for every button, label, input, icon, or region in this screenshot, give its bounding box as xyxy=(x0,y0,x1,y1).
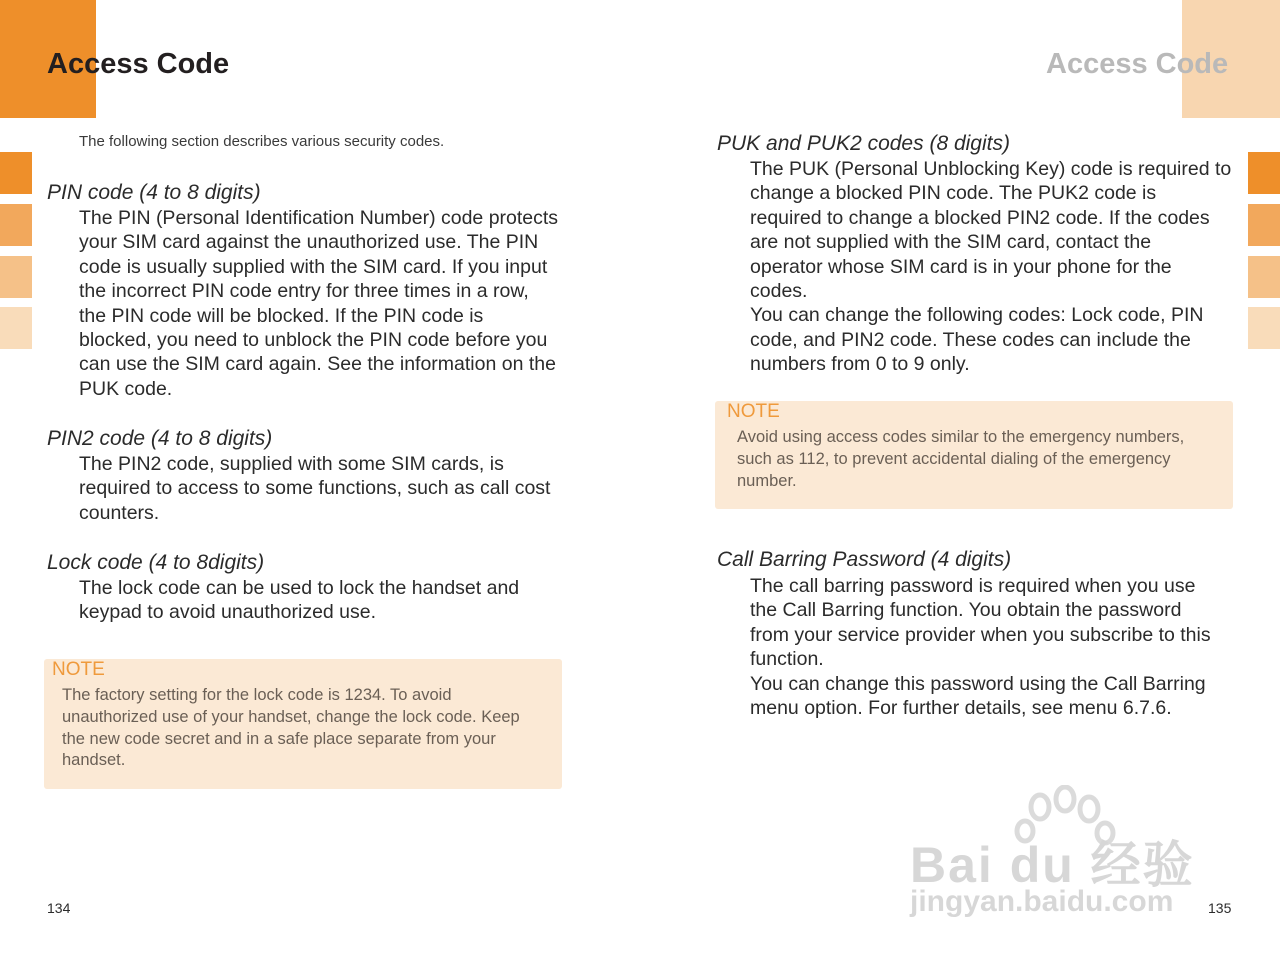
puk-line: numbers from 0 to 9 only. xyxy=(750,353,970,376)
puk-line: The PUK (Personal Unblocking Key) code is required to xyxy=(750,158,1232,180)
pin-heading: PIN code (4 to 8 digits) xyxy=(47,181,261,204)
watermark-brand: Bai du 经验 xyxy=(910,837,1195,893)
side-tab-left-3 xyxy=(0,256,32,298)
puk-line: required to change a blocked PIN2 code. If the codes xyxy=(750,206,1210,229)
side-tab-right-3 xyxy=(1248,256,1280,298)
lock-line: The lock code can be used to lock the handset and xyxy=(79,577,520,599)
lock-body xyxy=(79,576,519,625)
barring-line: the Call Barring function. You obtain the password xyxy=(750,599,1182,622)
note-line: handset. xyxy=(62,751,126,770)
baidu-watermark xyxy=(905,785,1205,925)
barring-heading: Call Barring Password (4 digits) xyxy=(717,548,1012,571)
pin-line: the incorrect PIN code entry for three times in a row, xyxy=(79,280,529,303)
pin-line: the PIN code will be blocked. If the PIN code is xyxy=(79,304,484,327)
note-label: NOTE xyxy=(52,659,105,680)
note-line: unauthorized use of your handset, change the lock code. Keep xyxy=(62,707,520,726)
side-tab-right-4 xyxy=(1248,307,1280,349)
barring-line: menu option. For further details, see menu 6.7.6. xyxy=(750,697,1172,720)
pin-line: can use the SIM card again. See the information on the xyxy=(79,353,556,376)
barring-line: You can change this password using the Call Barring xyxy=(750,672,1206,695)
puk-line: codes. xyxy=(750,280,808,303)
watermark-url: jingyan.baidu.com xyxy=(910,885,1174,918)
pin2-heading: PIN2 code (4 to 8 digits) xyxy=(47,427,273,450)
side-tab-right-1 xyxy=(1248,152,1280,194)
page-number-right: 135 xyxy=(1208,900,1232,916)
page-number-left: 134 xyxy=(47,900,71,916)
lock-line: keypad to avoid unauthorized use. xyxy=(79,601,377,624)
pin-line: blocked, you need to unblock the PIN code before you xyxy=(79,329,548,352)
barring-body xyxy=(750,574,1211,720)
puk-body xyxy=(750,157,1231,377)
pin-line: your SIM card against the unauthorized use. The PIN xyxy=(79,231,539,254)
note-line: number. xyxy=(737,471,797,490)
page-title-left: Access Code xyxy=(47,48,230,80)
pin-line: The PIN (Personal Identification Number) code protects xyxy=(79,207,559,229)
puk-line: code, and PIN2 code. These codes can include the xyxy=(750,328,1191,351)
puk-line: You can change the following codes: Lock code, PIN xyxy=(750,304,1204,327)
side-tab-right-2 xyxy=(1248,204,1280,246)
pin2-line: The PIN2 code, supplied with some SIM cards, is xyxy=(79,453,504,475)
note-box-left xyxy=(44,659,562,789)
puk-line: are not supplied with the SIM card, contact the xyxy=(750,231,1152,254)
barring-line: from your service provider when you subscribe to this xyxy=(750,623,1211,646)
lock-heading: Lock code (4 to 8digits) xyxy=(47,551,265,574)
pin2-line: required to access to some functions, such as call cost xyxy=(79,477,551,500)
page-title-right: Access Code xyxy=(1046,48,1229,80)
note-line: The factory setting for the lock code is 1234. To avoid xyxy=(62,686,452,704)
note-line: such as 112, to prevent accidental dialing of the emergency xyxy=(737,449,1171,468)
intro-text: The following section describes various security codes. xyxy=(79,133,445,150)
barring-line: The call barring password is required when you use xyxy=(750,575,1196,597)
pin-body xyxy=(79,206,558,401)
note-box-right xyxy=(715,401,1233,509)
note-line: Avoid using access codes similar to the emergency numbers, xyxy=(737,428,1185,446)
note-text xyxy=(62,685,520,772)
puk-heading: PUK and PUK2 codes (8 digits) xyxy=(717,132,1010,155)
note-line: the new code secret and in a safe place separate from your xyxy=(62,729,496,748)
pin-line: PUK code. xyxy=(79,377,173,400)
side-tab-left-2 xyxy=(0,204,32,246)
side-tab-left-1 xyxy=(0,152,32,194)
note-text xyxy=(737,427,1184,492)
note-label: NOTE xyxy=(727,401,780,422)
side-tab-left-4 xyxy=(0,307,32,349)
puk-line: operator whose SIM card is in your phone for the xyxy=(750,255,1172,278)
puk-line: change a blocked PIN code. The PUK2 code is xyxy=(750,182,1157,205)
pin-line: code is usually supplied with the SIM card. If you input xyxy=(79,255,548,278)
pin2-line: counters. xyxy=(79,501,160,524)
pin2-body xyxy=(79,452,550,525)
barring-line: function. xyxy=(750,648,824,671)
